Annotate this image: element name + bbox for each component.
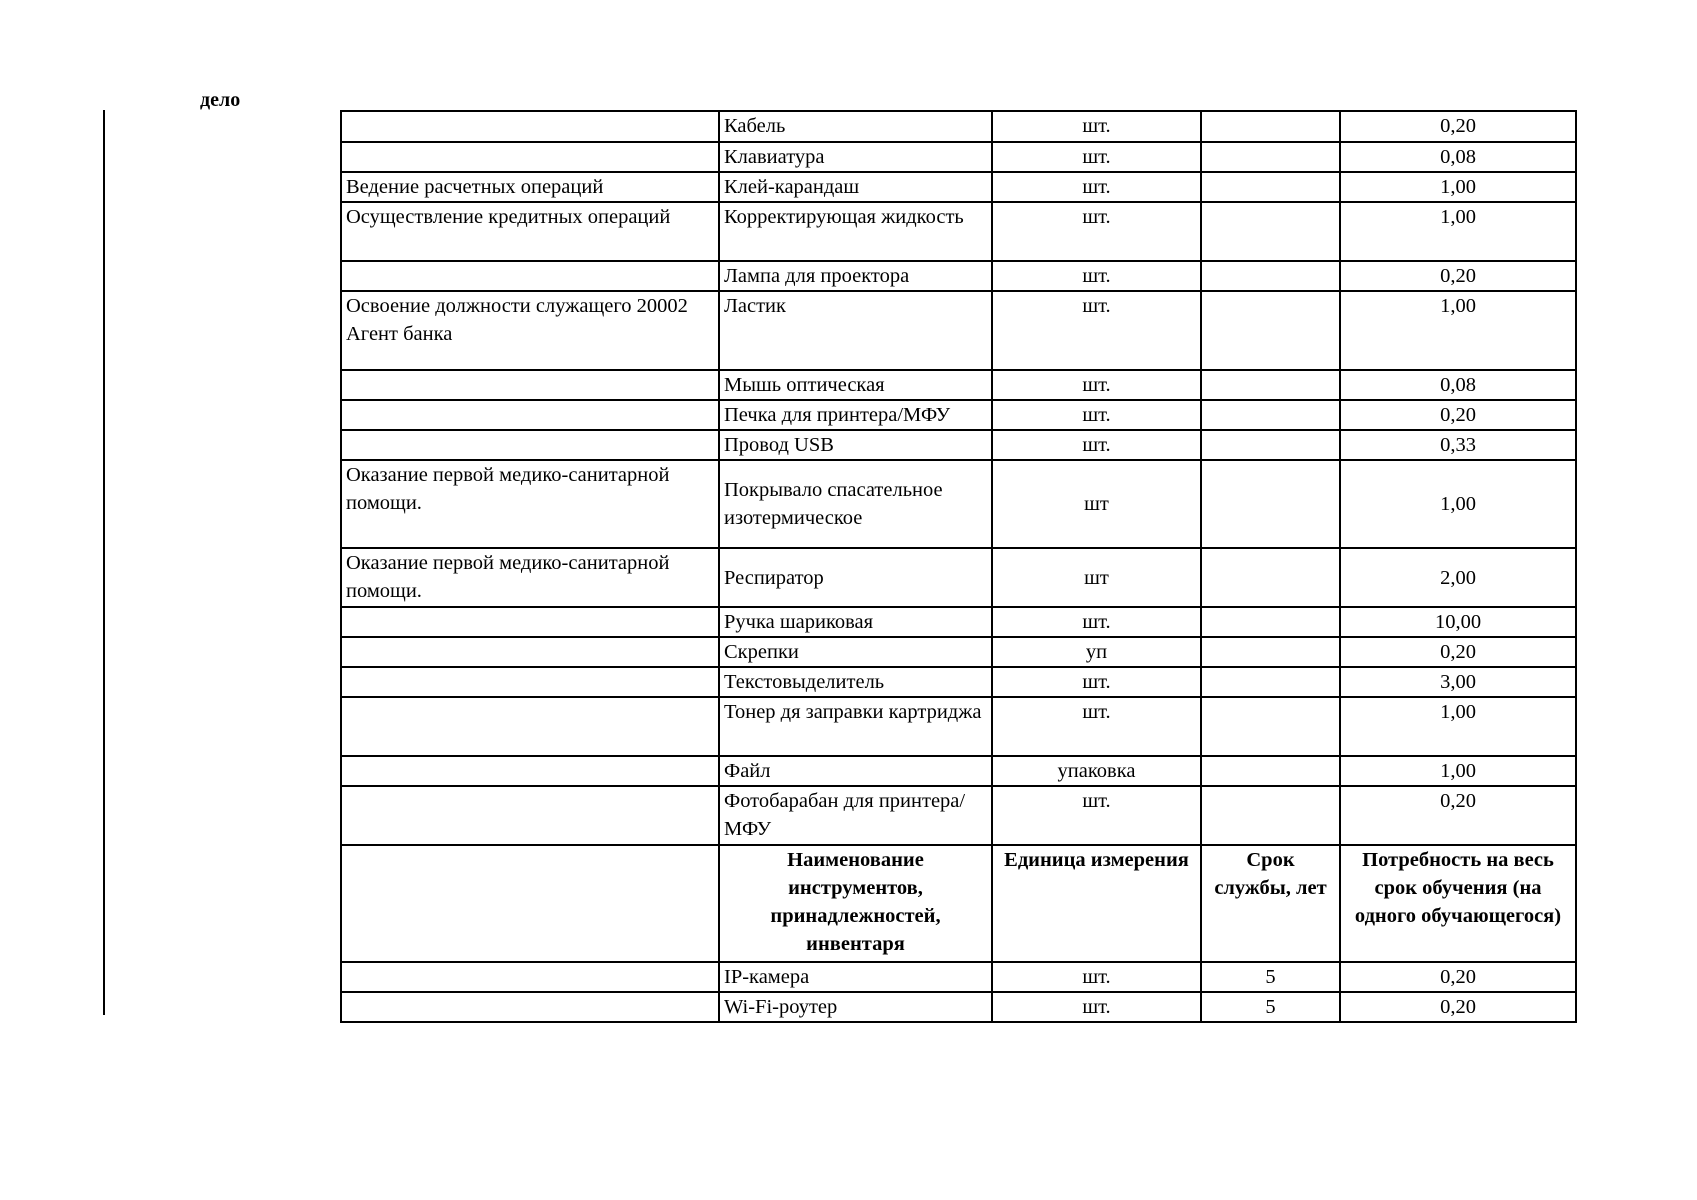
section-cell: Осуществление кредитных операций (341, 202, 719, 261)
section-cell (341, 430, 719, 460)
need-cell: 0,08 (1340, 370, 1576, 400)
table-row (341, 202, 1576, 261)
unit-cell: шт. (992, 111, 1201, 142)
service-life-cell (1201, 202, 1340, 261)
item-name-cell: Скрепки (719, 637, 992, 667)
service-life-cell: 5 (1201, 962, 1340, 992)
left-margin-rule (103, 110, 105, 1015)
need-cell: 3,00 (1340, 667, 1576, 697)
unit-cell: шт. (992, 607, 1201, 637)
unit-cell: шт. (992, 667, 1201, 697)
table-row (341, 291, 1576, 370)
unit-cell: шт. (992, 697, 1201, 756)
item-name-cell: Мышь оптическая (719, 370, 992, 400)
section-cell (341, 370, 719, 400)
section-cell (341, 142, 719, 172)
unit-cell: шт. (992, 370, 1201, 400)
unit-cell: уп (992, 637, 1201, 667)
section-cell (341, 697, 719, 756)
unit-cell: шт. (992, 261, 1201, 291)
section-cell: Оказание первой медико-санитарной помощи. (341, 548, 719, 607)
item-name-cell: Кабель (719, 111, 992, 142)
need-cell: 0,20 (1340, 637, 1576, 667)
item-name-cell: Текстовыделитель (719, 667, 992, 697)
service-life-cell (1201, 667, 1340, 697)
need-cell: 0,20 (1340, 992, 1576, 1022)
need-cell: 0,20 (1340, 400, 1576, 430)
service-life-cell (1201, 786, 1340, 845)
section-cell (341, 786, 719, 845)
need-cell: 1,00 (1340, 172, 1576, 202)
need-cell: 1,00 (1340, 202, 1576, 261)
item-name-cell: IP-камера (719, 962, 992, 992)
table-row (341, 400, 1576, 430)
service-life-cell (1201, 261, 1340, 291)
service-life-cell (1201, 400, 1340, 430)
unit-cell: шт (992, 460, 1201, 548)
header-service-life: Срок службы, лет (1201, 845, 1340, 962)
item-name-cell: Покрывало спасательное изотермическое (719, 460, 992, 548)
item-name-cell: Ластик (719, 291, 992, 370)
table-row (341, 142, 1576, 172)
unit-cell: шт. (992, 172, 1201, 202)
table-row (341, 786, 1576, 845)
item-name-cell: Фотобарабан для принтера/МФУ (719, 786, 992, 845)
item-name-cell: Респиратор (719, 548, 992, 607)
service-life-cell: 5 (1201, 992, 1340, 1022)
item-name-cell: Wi-Fi-роутер (719, 992, 992, 1022)
unit-cell: шт. (992, 291, 1201, 370)
need-cell: 0,20 (1340, 111, 1576, 142)
need-cell: 10,00 (1340, 607, 1576, 637)
table-row (341, 111, 1576, 142)
unit-cell: шт. (992, 992, 1201, 1022)
item-name-cell: Файл (719, 756, 992, 786)
need-cell: 0,20 (1340, 962, 1576, 992)
table-row (341, 756, 1576, 786)
service-life-cell (1201, 460, 1340, 548)
service-life-cell (1201, 607, 1340, 637)
item-name-cell: Корректирующая жидкость (719, 202, 992, 261)
service-life-cell (1201, 142, 1340, 172)
unit-cell: шт (992, 548, 1201, 607)
tools-header-row (341, 845, 1576, 962)
table-row (341, 370, 1576, 400)
item-name-cell: Печка для принтера/МФУ (719, 400, 992, 430)
header-unit: Единица измерения (992, 845, 1201, 962)
header-section-cell (341, 845, 719, 962)
unit-cell: шт. (992, 786, 1201, 845)
unit-cell: шт. (992, 430, 1201, 460)
materials-table (340, 110, 1577, 1023)
item-name-cell: Клавиатура (719, 142, 992, 172)
section-cell (341, 111, 719, 142)
need-cell: 1,00 (1340, 697, 1576, 756)
section-cell (341, 962, 719, 992)
item-name-cell: Клей-карандаш (719, 172, 992, 202)
need-cell: 1,00 (1340, 291, 1576, 370)
service-life-cell (1201, 697, 1340, 756)
unit-cell: упаковка (992, 756, 1201, 786)
table-row (341, 172, 1576, 202)
service-life-cell (1201, 756, 1340, 786)
side-label-text: дело (200, 96, 241, 111)
unit-cell: шт. (992, 400, 1201, 430)
service-life-cell (1201, 111, 1340, 142)
table-row (341, 548, 1576, 607)
section-cell (341, 637, 719, 667)
service-life-cell (1201, 172, 1340, 202)
table-row (341, 667, 1576, 697)
need-cell: 0,33 (1340, 430, 1576, 460)
service-life-cell (1201, 637, 1340, 667)
table-row (341, 460, 1576, 548)
need-cell: 2,00 (1340, 548, 1576, 607)
item-name-cell: Лампа для проектора (719, 261, 992, 291)
table-row (341, 261, 1576, 291)
section-cell: Оказание первой медико-санитарной помощи. (341, 460, 719, 548)
item-name-cell: Тонер дя заправки картриджа (719, 697, 992, 756)
table-row (341, 607, 1576, 637)
unit-cell: шт. (992, 202, 1201, 261)
service-life-cell (1201, 291, 1340, 370)
need-cell: 1,00 (1340, 756, 1576, 786)
item-name-cell: Провод USB (719, 430, 992, 460)
section-cell (341, 261, 719, 291)
section-cell: Освоение должности служащего 20002 Агент банка (341, 291, 719, 370)
header-need: Потребность на весь срок обучения (на одного обучающегося) (1340, 845, 1576, 962)
need-cell: 0,20 (1340, 261, 1576, 291)
section-cell (341, 756, 719, 786)
need-cell: 0,08 (1340, 142, 1576, 172)
section-cell (341, 607, 719, 637)
table-row (341, 637, 1576, 667)
section-cell (341, 667, 719, 697)
need-cell: 1,00 (1340, 460, 1576, 548)
item-name-cell: Ручка шариковая (719, 607, 992, 637)
table-row (341, 697, 1576, 756)
service-life-cell (1201, 548, 1340, 607)
section-cell (341, 400, 719, 430)
service-life-cell (1201, 370, 1340, 400)
section-cell: Ведение расчетных операций (341, 172, 719, 202)
table-row (341, 962, 1576, 992)
service-life-cell (1201, 430, 1340, 460)
unit-cell: шт. (992, 142, 1201, 172)
section-cell (341, 992, 719, 1022)
side-label (200, 96, 240, 124)
table-row (341, 430, 1576, 460)
unit-cell: шт. (992, 962, 1201, 992)
need-cell: 0,20 (1340, 786, 1576, 845)
table-row (341, 992, 1576, 1022)
header-item-name: Наименование инструментов, принадлежностей, инвентаря (719, 845, 992, 962)
